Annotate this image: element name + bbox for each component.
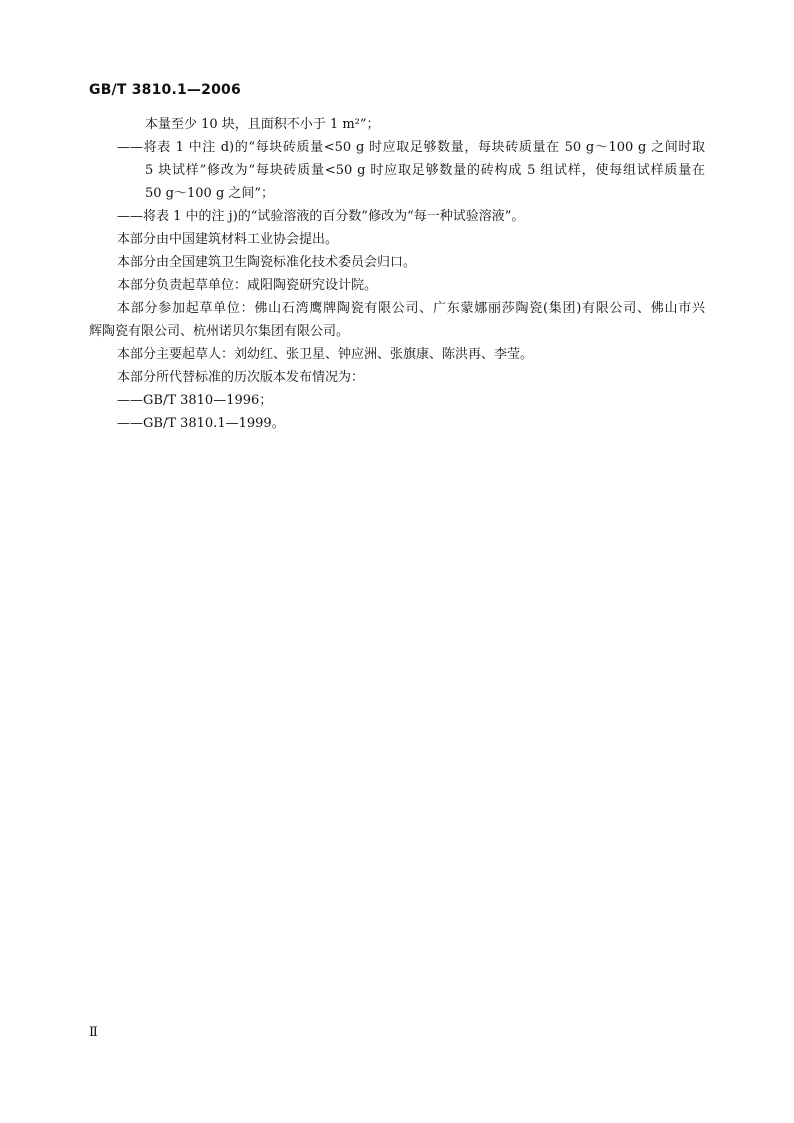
paragraph-centralized: 本部分由全国建筑卫生陶瓷标准化技术委员会归口。 [117,255,417,270]
paragraph-drafting-unit: 本部分负责起草单位：咸阳陶瓷研究设计院。 [117,278,378,293]
standard-number-header: GB/T 3810.1—2006 [89,82,241,98]
list-item-dash: ——GB/T 3810—1996； [117,393,273,408]
paragraph-drafters: 本部分主要起草人：刘幼红、张卫星、钟应洲、张旗康、陈洪再、李莹。 [117,347,534,362]
list-item-dash: ——将表 1 中的注 j)的“试验溶液的百分数”修改为“每一种试验溶液”。 [117,209,525,224]
list-item-dash: ——将表 1 中注 d)的“每块砖质量<50 g 时应取足够数量，每块砖质量在 50 g～100 g 之间时取 [117,140,705,155]
paragraph-proposer: 本部分由中国建筑材料工业协会提出。 [117,232,339,247]
paragraph-history: 本部分所代替标准的历次版本发布情况为： [117,370,365,385]
page-number: Ⅱ [89,1025,98,1040]
list-item-dash: ——GB/T 3810.1—1999。 [117,416,285,431]
text-line: 5 块试样”修改为“每块砖质量<50 g 时应取足够数量的砖构成 5 组试样，使每组试样质量在 [145,163,705,178]
text-line: 辉陶瓷有限公司、杭州诺贝尔集团有限公司。 [89,324,350,339]
text-line: 50 g～100 g 之间”； [145,186,275,201]
paragraph-participating-units: 本部分参加起草单位：佛山石湾鹰牌陶瓷有限公司、广东蒙娜丽莎陶瓷(集团)有限公司、佛山市兴 [117,301,705,316]
text-line: 本量至少 10 块，且面积不小于 1 m²”； [145,117,380,132]
